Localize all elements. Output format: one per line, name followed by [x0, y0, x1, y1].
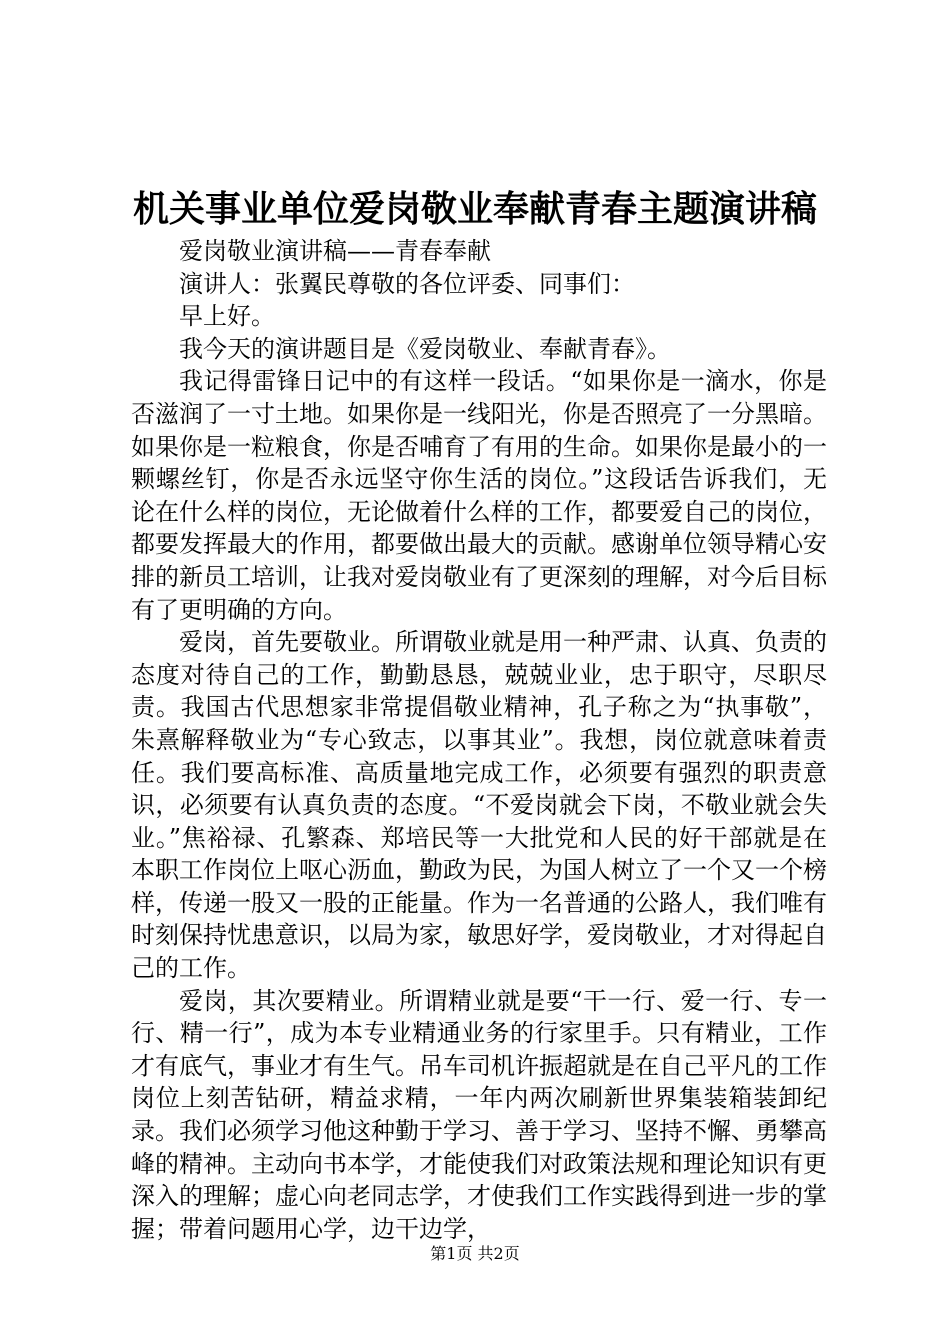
body-paragraph: 爱岗，其次要精业。所谓精业就是要“干一行、爱一行、专一行、精一行”，成为本专业精通业务的行家里手。只有精业，工作才有底气，事业才有生气。吊车司机许振超就是在自己平凡的工作岗位上刻苦钻研，精益求精，一年内两次刷新世界集装箱装卸纪录。我们必须学习他这种勤于学习、善于学习、坚持不懈、勇攀高峰的精神。主动向书本学，才能使我们对政策法规和理论知识有更深入的理解；虚心向老同志学，才使我们工作实践得到进一步的掌握；带着问题用心学，边干边学， [131, 986, 827, 1243]
document-title: 机关事业单位爱岗敬业奉献青春主题演讲稿 [132, 189, 817, 230]
document-body [131, 235, 827, 1245]
speech-topic: 我今天的演讲题目是《爱岗敬业、奉献青春》。 [179, 334, 671, 363]
page-footer: 第1页 共2页 [430, 1244, 520, 1263]
speech-subtitle: 爱岗敬业演讲稿——青春奉献 [179, 237, 491, 265]
body-paragraph: 我记得雷锋日记中的有这样一段话。“如果你是一滴水，你是否滋润了一寸土地。如果你是一线阳光，你是否照亮了一分黑暗。如果你是一粒粮食，你是否哺育了有用的生命。如果你是最小的一颗螺丝钉，你是否永远坚守你生活的岗位。”这段话告诉我们，无论在什么样的岗位，无论做着什么样的工作，都要爱自己的岗位，都要发挥最大的作用，都要做出最大的贡献。感谢单位领导精心安排的新员工培训，让我对爱岗敬业有了更深刻的理解，对今后目标有了更明确的方向。 [131, 367, 827, 624]
greeting: 早上好。 [179, 302, 275, 331]
speaker-line: 演讲人：张翼民尊敬的各位评委、同事们： [179, 269, 635, 298]
body-paragraph: 爱岗，首先要敬业。所谓敬业就是用一种严肃、认真、负责的态度对待自己的工作，勤勤恳恳，兢兢业业，忠于职守，尽职尽责。我国古代思想家非常提倡敬业精神，孔子称之为“执事敬”，朱熹解释敬业为“专心致志，以事其业”。我想，岗位就意味着责任。我们要高标准、高质量地完成工作，必须要有强烈的职责意识，必须要有认真负责的态度。“不爱岗就会下岗，不敬业就会失业。”焦裕禄、孔繁森、郑培民等一大批党和人民的好干部就是在本职工作岗位上呕心沥血，勤政为民，为国人树立了一个又一个榜样，传递一股又一股的正能量。作为一名普通的公路人，我们唯有时刻保持忧患意识，以局为家，敏思好学，爱岗敬业，才对得起自己的工作。 [131, 628, 827, 983]
